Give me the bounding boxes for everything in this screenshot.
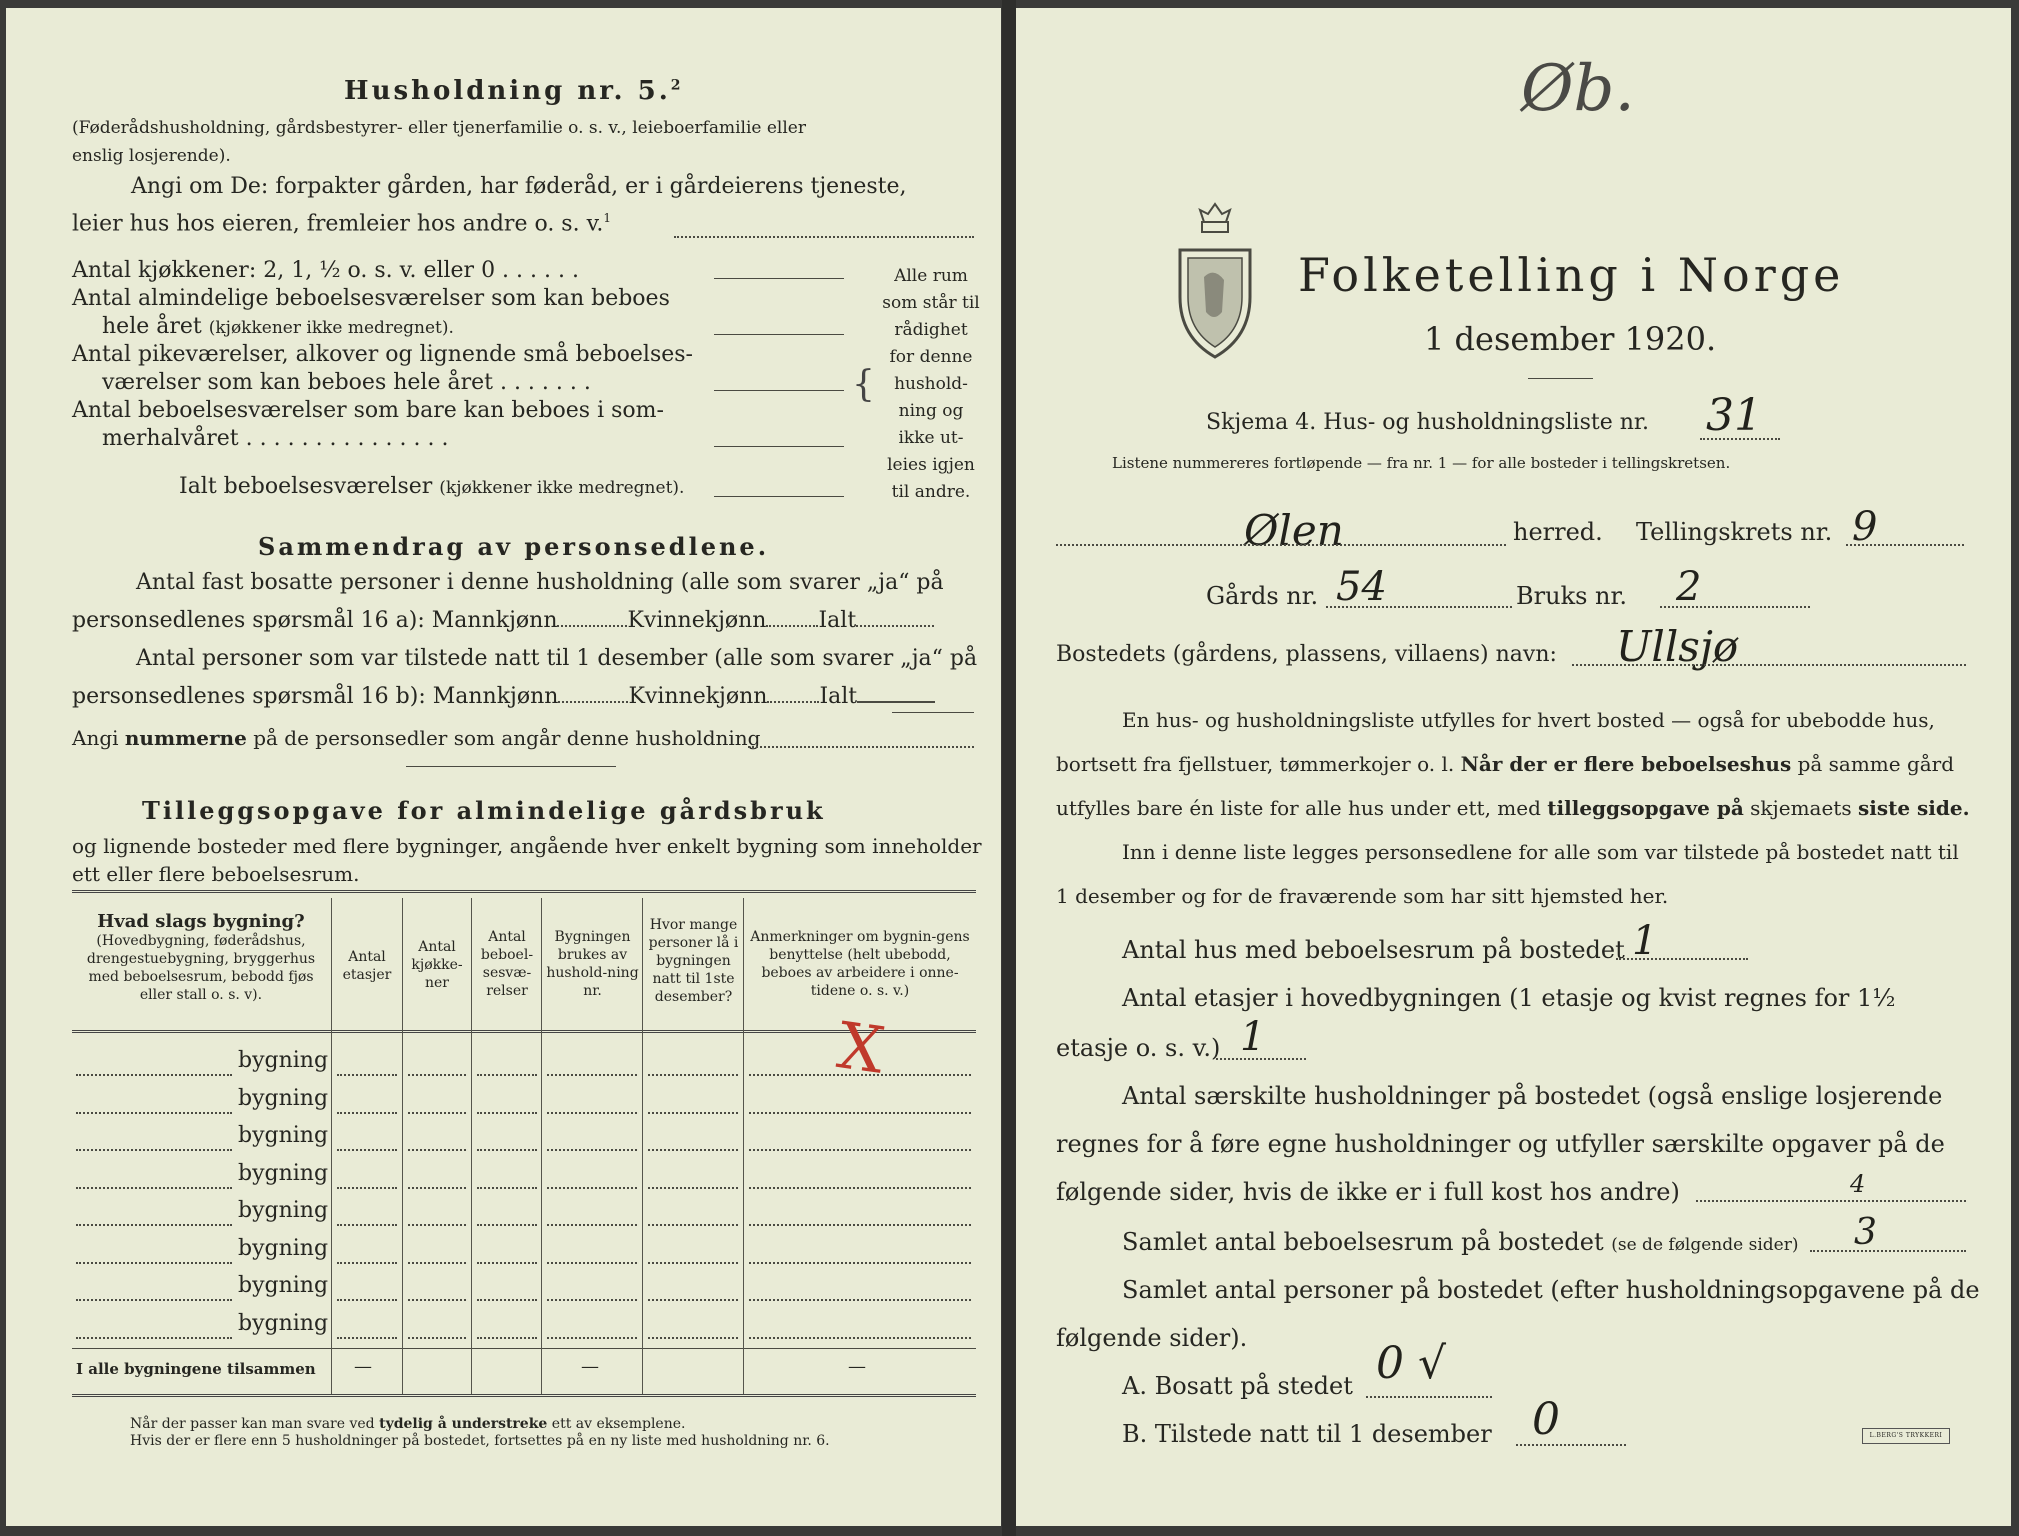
q-personer-1: Samlet antal personer på bostedet (efter husholdningsopgavene på de: [1122, 1276, 1980, 1304]
total-label: I alle bygningene tilsammen: [76, 1360, 316, 1378]
pike-answer: [714, 390, 844, 391]
bygning-cell-line: [547, 1187, 637, 1189]
herred-line: [1056, 544, 1506, 546]
b-tilstede-value: 0: [1532, 1394, 1560, 1445]
bygning-cell-line: [547, 1112, 637, 1114]
household-intro-1: (Føderådshusholdning, gårdsbestyrer- eller tjenerfamilie o. s. v., leieboerfamilie eller: [72, 118, 806, 138]
gards-line: [1326, 606, 1512, 608]
bygning-cell-line: [337, 1224, 397, 1226]
col-divider-1: [331, 898, 332, 1394]
bygning-cell-line: [648, 1262, 738, 1264]
bygning-cell-line: [749, 1112, 971, 1114]
bygning-cell-line: [547, 1149, 637, 1151]
q-rum-line: [1810, 1250, 1966, 1252]
bosted-label: Bostedets (gårdens, plassens, villaens) navn:: [1056, 642, 1557, 667]
q-etasjer-2: etasje o. s. v.): [1056, 1034, 1221, 1062]
almindelige-label-2: hele året (kjøkkener ikke medregnet).: [102, 314, 454, 339]
angi-nummerne: Angi nummerne på de personsedler som angår denne husholdning: [72, 726, 761, 750]
bygning-row-label: bygning: [238, 1048, 329, 1073]
bygning-cell-line: [408, 1112, 466, 1114]
col-header-personer: Hvor mange personer lå i bygningen natt til 1ste desember?: [648, 917, 739, 1005]
q-etasjer-line: [1216, 1058, 1306, 1060]
bruks-line: [1660, 606, 1810, 608]
bygning-cell-line: [648, 1112, 738, 1114]
pike-label-2: værelser som kan beboes hele året . . . . . . .: [102, 370, 591, 395]
herred-label: herred.: [1513, 518, 1603, 546]
handwritten-x-mark: X: [833, 1009, 889, 1089]
right-page: [1016, 8, 2011, 1526]
form-title: Folketelling i Norge: [1298, 248, 1845, 302]
sommer-label-2: merhalvåret . . . . . . . . . . . . . . .: [102, 426, 449, 451]
gards-value: 54: [1336, 564, 1387, 610]
col-divider-6: [743, 898, 744, 1394]
bygning-row-label: bygning: [238, 1273, 329, 1298]
tillegg-sub-1: og lignende bosteder med flere bygninger, angående hver enkelt bygning som inneholder: [72, 834, 982, 858]
q-hus-label: Antal hus med beboelsesrum på bostedet: [1122, 936, 1625, 964]
col-divider-4: [541, 898, 542, 1394]
bygning-cell-line: [547, 1262, 637, 1264]
brace-note-line: leies igjen: [887, 455, 975, 475]
col-header-husholdning: Bygningen brukes av hushold-ning nr.: [546, 929, 639, 999]
tillegg-heading: Tilleggsopgave for almindelige gårdsbruk: [142, 796, 826, 825]
bygning-cell-line: [337, 1299, 397, 1301]
q-hus-line: [1616, 958, 1748, 960]
q-etasjer-1: Antal etasjer i hovedbygningen (1 etasje og kvist regnes for 1½: [1122, 984, 1896, 1012]
title-divider: [1528, 378, 1593, 379]
col-header-beboelsesvaerelser: Antal beboel-sesvæ-relser: [480, 929, 534, 999]
bygning-cell-line: [749, 1187, 971, 1189]
section-divider: [406, 766, 616, 767]
bygning-cell-line: [408, 1224, 466, 1226]
bygning-cell-line: [547, 1299, 637, 1301]
tellingskrets-line: [1846, 544, 1964, 546]
total-etasjer: —: [354, 1356, 372, 1377]
sammendrag-p1-1: Antal fast bosatte personer i denne husholdning (alle som svarer „ja“ på: [136, 570, 944, 595]
bygning-cell-line: [337, 1187, 397, 1189]
sammendrag-p1-2: personsedlenes spørsmål 16 a): Mannkjønn Kvinnekjønn Ialt: [72, 608, 934, 633]
angi-line-1: Angi om De: forpakter gården, har føderåd, er i gårdeierens tjeneste,: [131, 174, 907, 199]
bygning-cell-line: [337, 1262, 397, 1264]
bygning-row-label: bygning: [238, 1085, 329, 1111]
instr2-line-1: Inn i denne liste legges personsedlene for alle som var tilstede på bostedet natt til: [1122, 840, 1959, 864]
ialt-label: Ialt beboelsesværelser (kjøkkener ikke medregnet).: [179, 474, 685, 499]
q-rum-label: Samlet antal beboelsesrum på bostedet (se de følgende sider): [1122, 1228, 1799, 1256]
bygning-cell-line: [648, 1299, 738, 1301]
brace-note-line: hushold-: [894, 374, 968, 394]
a-bosatt-line: [1366, 1396, 1492, 1398]
brace-note-line: ning og: [898, 401, 964, 421]
skjema-value: 31: [1706, 390, 1762, 441]
household-title: Husholdning nr. 5.$^2$: [344, 76, 684, 106]
bygning-cell-line: [749, 1074, 971, 1076]
printer-stamp: L.BERG'S TRYKKERI: [1862, 1428, 1950, 1444]
brace-note-line: rådighet: [894, 320, 968, 340]
a-bosatt-value: 0 √: [1376, 1338, 1447, 1389]
brace-note: [876, 263, 986, 506]
bygning-cell-line: [749, 1337, 971, 1339]
bygning-row-line: [76, 1149, 232, 1151]
bygning-cell-line: [477, 1149, 537, 1151]
bygning-cell-line: [337, 1112, 397, 1114]
bygning-row-line: [76, 1299, 232, 1301]
ialt-answer: [714, 496, 844, 497]
skjema-line: [1700, 438, 1780, 440]
gards-label: Gårds nr.: [1206, 582, 1319, 610]
bruks-value: 2: [1676, 564, 1702, 610]
angi-answer-line: [674, 236, 974, 238]
bygning-cell-line: [648, 1074, 738, 1076]
tillegg-sub-2: ett eller flere beboelsesrum.: [72, 862, 360, 886]
bygning-cell-line: [408, 1074, 466, 1076]
bygning-cell-line: [477, 1337, 537, 1339]
col-header-etasjer: Antal etasjer: [342, 949, 392, 983]
bygning-row-line: [76, 1112, 232, 1114]
bygning-row-line: [76, 1074, 232, 1076]
bygning-cell-line: [749, 1149, 971, 1151]
bygning-cell-line: [749, 1224, 971, 1226]
kjokkener-answer: [714, 278, 844, 279]
bygning-cell-line: [749, 1299, 971, 1301]
bygning-cell-line: [547, 1074, 637, 1076]
footnote-1: Når der passer kan man svare ved tydelig å understreke ett av eksemplene.: [130, 1416, 686, 1432]
bygning-row-line: [76, 1337, 232, 1339]
listene-note: Listene nummereres fortløpende — fra nr. 1 — for alle bosteder i tellingskretsen.: [1112, 454, 1731, 472]
kjokkener-label: Antal kjøkkener: 2, 1, ½ o. s. v. eller 0 . . . . . .: [72, 258, 579, 283]
bygning-cell-line: [477, 1299, 537, 1301]
sammendrag-heading: Sammendrag av personsedlene.: [258, 532, 770, 561]
handwritten-top-note: Øb.: [1521, 52, 1635, 126]
sammendrag-p2-1: Antal personer som var tilstede natt til 1 desember (alle som svarer „ja“ på: [136, 646, 978, 671]
col-divider-2: [402, 898, 403, 1394]
bosted-line: [1572, 664, 1966, 666]
bygning-cell-line: [477, 1224, 537, 1226]
bygning-row-line: [76, 1187, 232, 1189]
a-bosatt-label: A. Bosatt på stedet: [1122, 1372, 1353, 1400]
bygning-cell-line: [477, 1187, 537, 1189]
brace: {: [852, 364, 875, 405]
q-hus-value: 1: [1632, 918, 1658, 964]
skjema-label: Skjema 4. Hus- og husholdningsliste nr.: [1206, 410, 1649, 435]
brace-note-line: ikke ut-: [898, 428, 964, 448]
q-husholdninger-1: Antal særskilte husholdninger på bostedet (også enslige losjerende: [1122, 1082, 1943, 1110]
bygning-cell-line: [547, 1224, 637, 1226]
b-tilstede-line: [1516, 1444, 1626, 1446]
sammendrag-p2-2: personsedlenes spørsmål 16 b): Mannkjønn Kvinnekjønn Ialt: [72, 684, 935, 709]
col-divider-3: [471, 898, 472, 1394]
instr1-line-1: En hus- og husholdningsliste utfylles for hvert bosted — også for ubebodde hus,: [1122, 708, 1935, 732]
bygning-cell-line: [477, 1112, 537, 1114]
b-tilstede-label: B. Tilstede natt til 1 desember: [1122, 1420, 1492, 1448]
instr1-line-2: bortsett fra fjellstuer, tømmerkojer o. l. Når der er flere beboelseshus på samme gård: [1056, 752, 1955, 776]
bygning-row-line: [76, 1224, 232, 1226]
bygning-cell-line: [477, 1074, 537, 1076]
q-husholdninger-2: regnes for å føre egne husholdninger og utfyller særskilte opgaver på de: [1056, 1130, 1945, 1158]
col-divider-5: [642, 898, 643, 1394]
bygning-cell-line: [337, 1149, 397, 1151]
page-fold: [1002, 0, 1016, 1536]
brace-note-line: som står til: [882, 293, 980, 313]
bygning-row-line: [76, 1262, 232, 1264]
angi-line-2: leier hus hos eieren, fremleier hos andre o. s. v.$^1$: [72, 211, 612, 237]
angi-nummerne-answer: [748, 746, 974, 748]
q-husholdninger-value: 4: [1850, 1170, 1866, 1198]
left-page: [6, 8, 1001, 1526]
brace-note-line: Alle rum: [894, 266, 968, 286]
q-etasjer-value: 1: [1240, 1014, 1266, 1060]
bygning-cell-line: [337, 1337, 397, 1339]
bygning-cell-line: [408, 1262, 466, 1264]
bygning-cell-line: [408, 1299, 466, 1301]
bygning-cell-line: [408, 1337, 466, 1339]
almindelige-answer: [714, 334, 844, 335]
household-intro-2: enslig losjerende).: [72, 146, 231, 166]
bygning-cell-line: [547, 1337, 637, 1339]
ialt-underline: [892, 712, 974, 713]
tellingskrets-label: Tellingskrets nr.: [1636, 518, 1833, 546]
bygning-row-label: bygning: [238, 1310, 329, 1336]
q-personer-2: følgende sider).: [1056, 1324, 1248, 1352]
instr1-line-3: utfylles bare én liste for alle hus under ett, med tilleggsopgave på skjemaets siste side.: [1056, 796, 1970, 820]
herred-value: Ølen: [1244, 506, 1344, 555]
brace-note-line: for denne: [889, 347, 973, 367]
instr2-line-2: 1 desember og for de fraværende som har sitt hjemsted her.: [1056, 884, 1669, 908]
bygning-cell-line: [648, 1187, 738, 1189]
bygning-cell-line: [648, 1337, 738, 1339]
bygning-row-label: bygning: [238, 1160, 329, 1186]
bygning-cell-line: [337, 1074, 397, 1076]
bygning-cell-line: [477, 1262, 537, 1264]
col-header-bygning: Hvad slags bygning? (Hovedbygning, føderådshus, drengestuebygning, bryggerhus med beboelsesrum, bebodd fjøs eller stall o. s. v).: [86, 911, 316, 1003]
total-row-top: [72, 1348, 976, 1349]
bygning-row-label: bygning: [238, 1198, 329, 1223]
bygning-cell-line: [749, 1262, 971, 1264]
bygning-cell-line: [408, 1187, 466, 1189]
bygning-cell-line: [408, 1149, 466, 1151]
q-rum-value: 3: [1854, 1212, 1877, 1253]
bygning-row-label: bygning: [238, 1123, 329, 1148]
col-header-anmerkninger: Anmerkninger om bygnin-gens benyttelse (helt ubebodd, beboes av arbeidere i onne-tidene o. s. v.): [750, 929, 970, 999]
bosted-value: Ullsjø: [1616, 622, 1739, 671]
footnote-2: Hvis der er flere enn 5 husholdninger på bostedet, fortsettes på en ny liste med husholdning nr. 6.: [130, 1433, 830, 1449]
form-date: 1 desember 1920.: [1424, 320, 1717, 358]
q-husholdninger-3: følgende sider, hvis de ikke er i full kost hos andre): [1056, 1178, 1680, 1206]
col-header-kjokkener: Antal kjøkke-ner: [411, 939, 463, 991]
bygning-cell-line: [648, 1149, 738, 1151]
sommer-label-1: Antal beboelsesværelser som bare kan beboes i som-: [72, 398, 664, 423]
brace-note-line: til andre.: [891, 482, 971, 502]
bygning-row-label: bygning: [238, 1235, 329, 1261]
almindelige-label-1: Antal almindelige beboelsesværelser som kan beboes: [72, 286, 670, 311]
table-top-rule: [72, 890, 976, 893]
total-husholdning: —: [581, 1356, 599, 1377]
q-husholdninger-line: [1696, 1200, 1966, 1202]
bygning-cell-line: [648, 1224, 738, 1226]
table-bottom-rule: [72, 1394, 976, 1397]
pike-label-1: Antal pikeværelser, alkover og lignende små beboelses-: [72, 342, 693, 367]
coat-of-arms-icon: [1174, 202, 1256, 366]
total-anmerkninger: —: [848, 1356, 866, 1377]
tellingskrets-value: 9: [1852, 504, 1878, 550]
sommer-answer: [714, 446, 844, 447]
bruks-label: Bruks nr.: [1516, 582, 1627, 610]
